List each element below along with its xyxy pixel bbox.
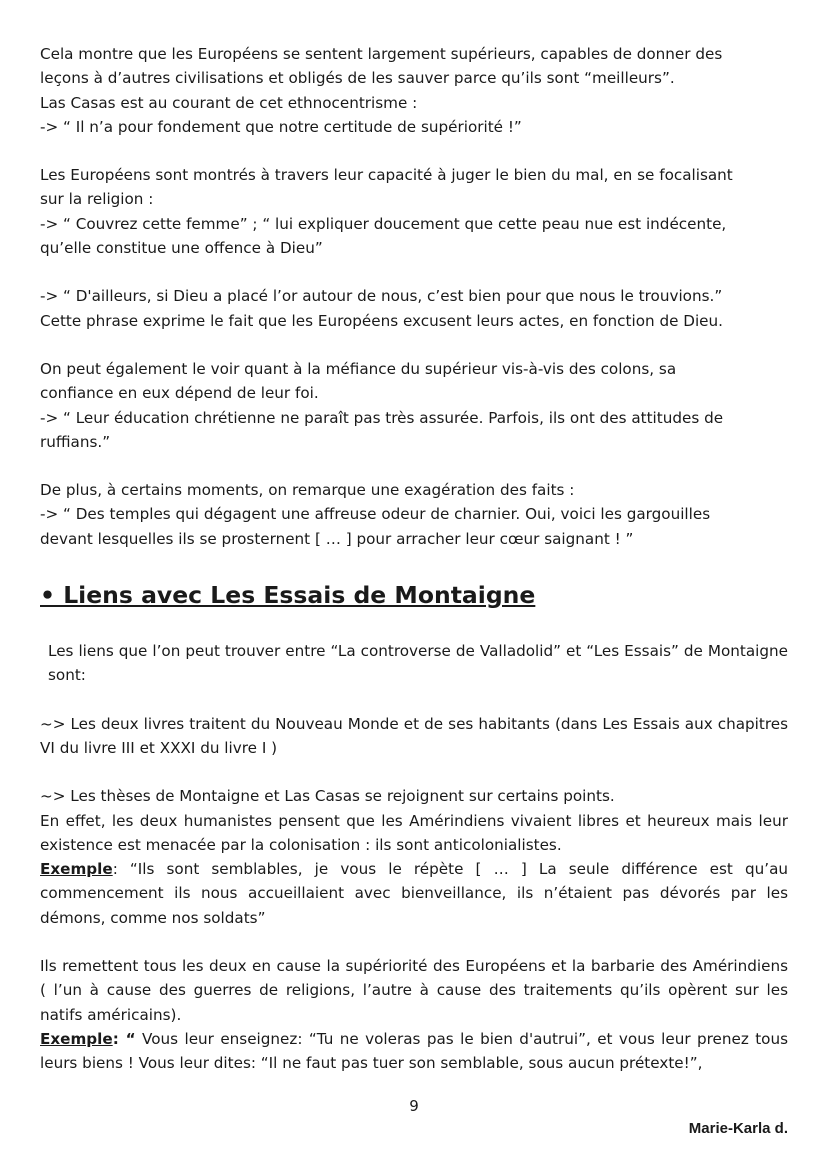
quote-line: qu’elle constitue une offence à Dieu” — [40, 239, 323, 258]
section-heading: • Liens avec Les Essais de Montaigne — [40, 581, 536, 610]
paragraph-line: Les Européens sont montrés à travers leur capacité à juger le bien du mal, en se focalisant — [40, 166, 733, 185]
example-label: Exemple — [40, 860, 113, 879]
point-paragraph: ~> Les deux livres traitent du Nouveau Monde et de ses habitants (dans Les Essais aux chapitres VI du livre III et XXXI du livre I ) — [40, 714, 788, 757]
point-paragraph: ~> Les thèses de Montaigne et Las Casas se rejoignent sur certains points. — [40, 787, 615, 806]
quote-line: -> “ D'ailleurs, si Dieu a placé l’or autour de nous, c’est bien pour que nous le trouvions.” — [40, 287, 723, 306]
example-text: : “Ils sont semblables, je vous le répète [ … ] La seule différence est qu’au commencement ils nous accueillaient avec bienveillance, ils n’étaient pas dévorés par les démons, comme nos soldats” — [40, 860, 788, 927]
intro-paragraph: Les liens que l’on peut trouver entre “La controverse de Valladolid” et “Les Essais” de Montaigne sont: — [48, 642, 788, 685]
point-paragraph: Ils remettent tous les deux en cause la supériorité des Européens et la barbarie des Amérindiens ( l’un à cause des guerres de religions, l’autre à cause des traitements qu’ils opèrent sur les natifs américains). — [40, 957, 788, 1024]
author-name: Marie-Karla d. — [688, 1120, 788, 1137]
paragraph-line: Las Casas est au courant de cet ethnocentrisme : — [40, 93, 418, 112]
quote-line: -> “ Il n’a pour fondement que notre certitude de supériorité !” — [40, 117, 522, 136]
paragraph-line: confiance en eux dépend de leur foi. — [40, 384, 319, 403]
example-paragraph — [40, 1027, 788, 1076]
example-label: Exemple — [40, 1029, 113, 1048]
quote-line: devant lesquelles ils se prosternent [ … ] pour arracher leur cœur saignant ! ” — [40, 529, 634, 548]
example-text: Vous leur enseignez: “Tu ne voleras pas le bien d'autrui”, et vous leur prenez tous leurs biens ! Vous leur dites: “Il ne faut pas tuer son semblable, sous aucun prétexte!”, — [40, 1029, 789, 1073]
paragraph-line: De plus, à certains moments, on remarque une exagération des faits : — [40, 481, 575, 500]
quote-line: -> “ Leur éducation chrétienne ne paraît pas très assurée. Parfois, ils ont des attitudes de — [40, 408, 724, 427]
paragraph-line: On peut également le voir quant à la méfiance du supérieur vis-à-vis des colons, sa — [40, 359, 677, 378]
paragraph-line: sur la religion : — [40, 190, 154, 209]
page-number: 9 — [409, 1097, 419, 1115]
quote-line: ruffians.” — [40, 432, 111, 451]
quote-line: -> “ Couvrez cette femme” ; “ lui expliquer doucement que cette peau nue est indécente, — [40, 214, 727, 233]
quote-line: -> “ Des temples qui dégagent une affreuse odeur de charnier. Oui, voici les gargouilles — [40, 505, 711, 524]
document-page — [40, 42, 788, 1076]
paragraph-line: leçons à d’autres civilisations et obligés de les sauver parce qu’ils sont “meilleurs”. — [40, 69, 675, 88]
paragraph-line: Cette phrase exprime le fait que les Européens excusent leurs actes, en fonction de Dieu. — [40, 311, 723, 330]
example-paragraph — [40, 857, 788, 930]
example-quote-mark: : “ — [112, 1029, 136, 1048]
point-paragraph: En effet, les deux humanistes pensent que les Amérindiens vivaient libres et heureux mais leur existence est menacée par la colonisation : ils sont anticolonialistes. — [40, 811, 788, 854]
paragraph-line: Cela montre que les Européens se sentent largement supérieurs, capables de donner des — [40, 45, 723, 63]
